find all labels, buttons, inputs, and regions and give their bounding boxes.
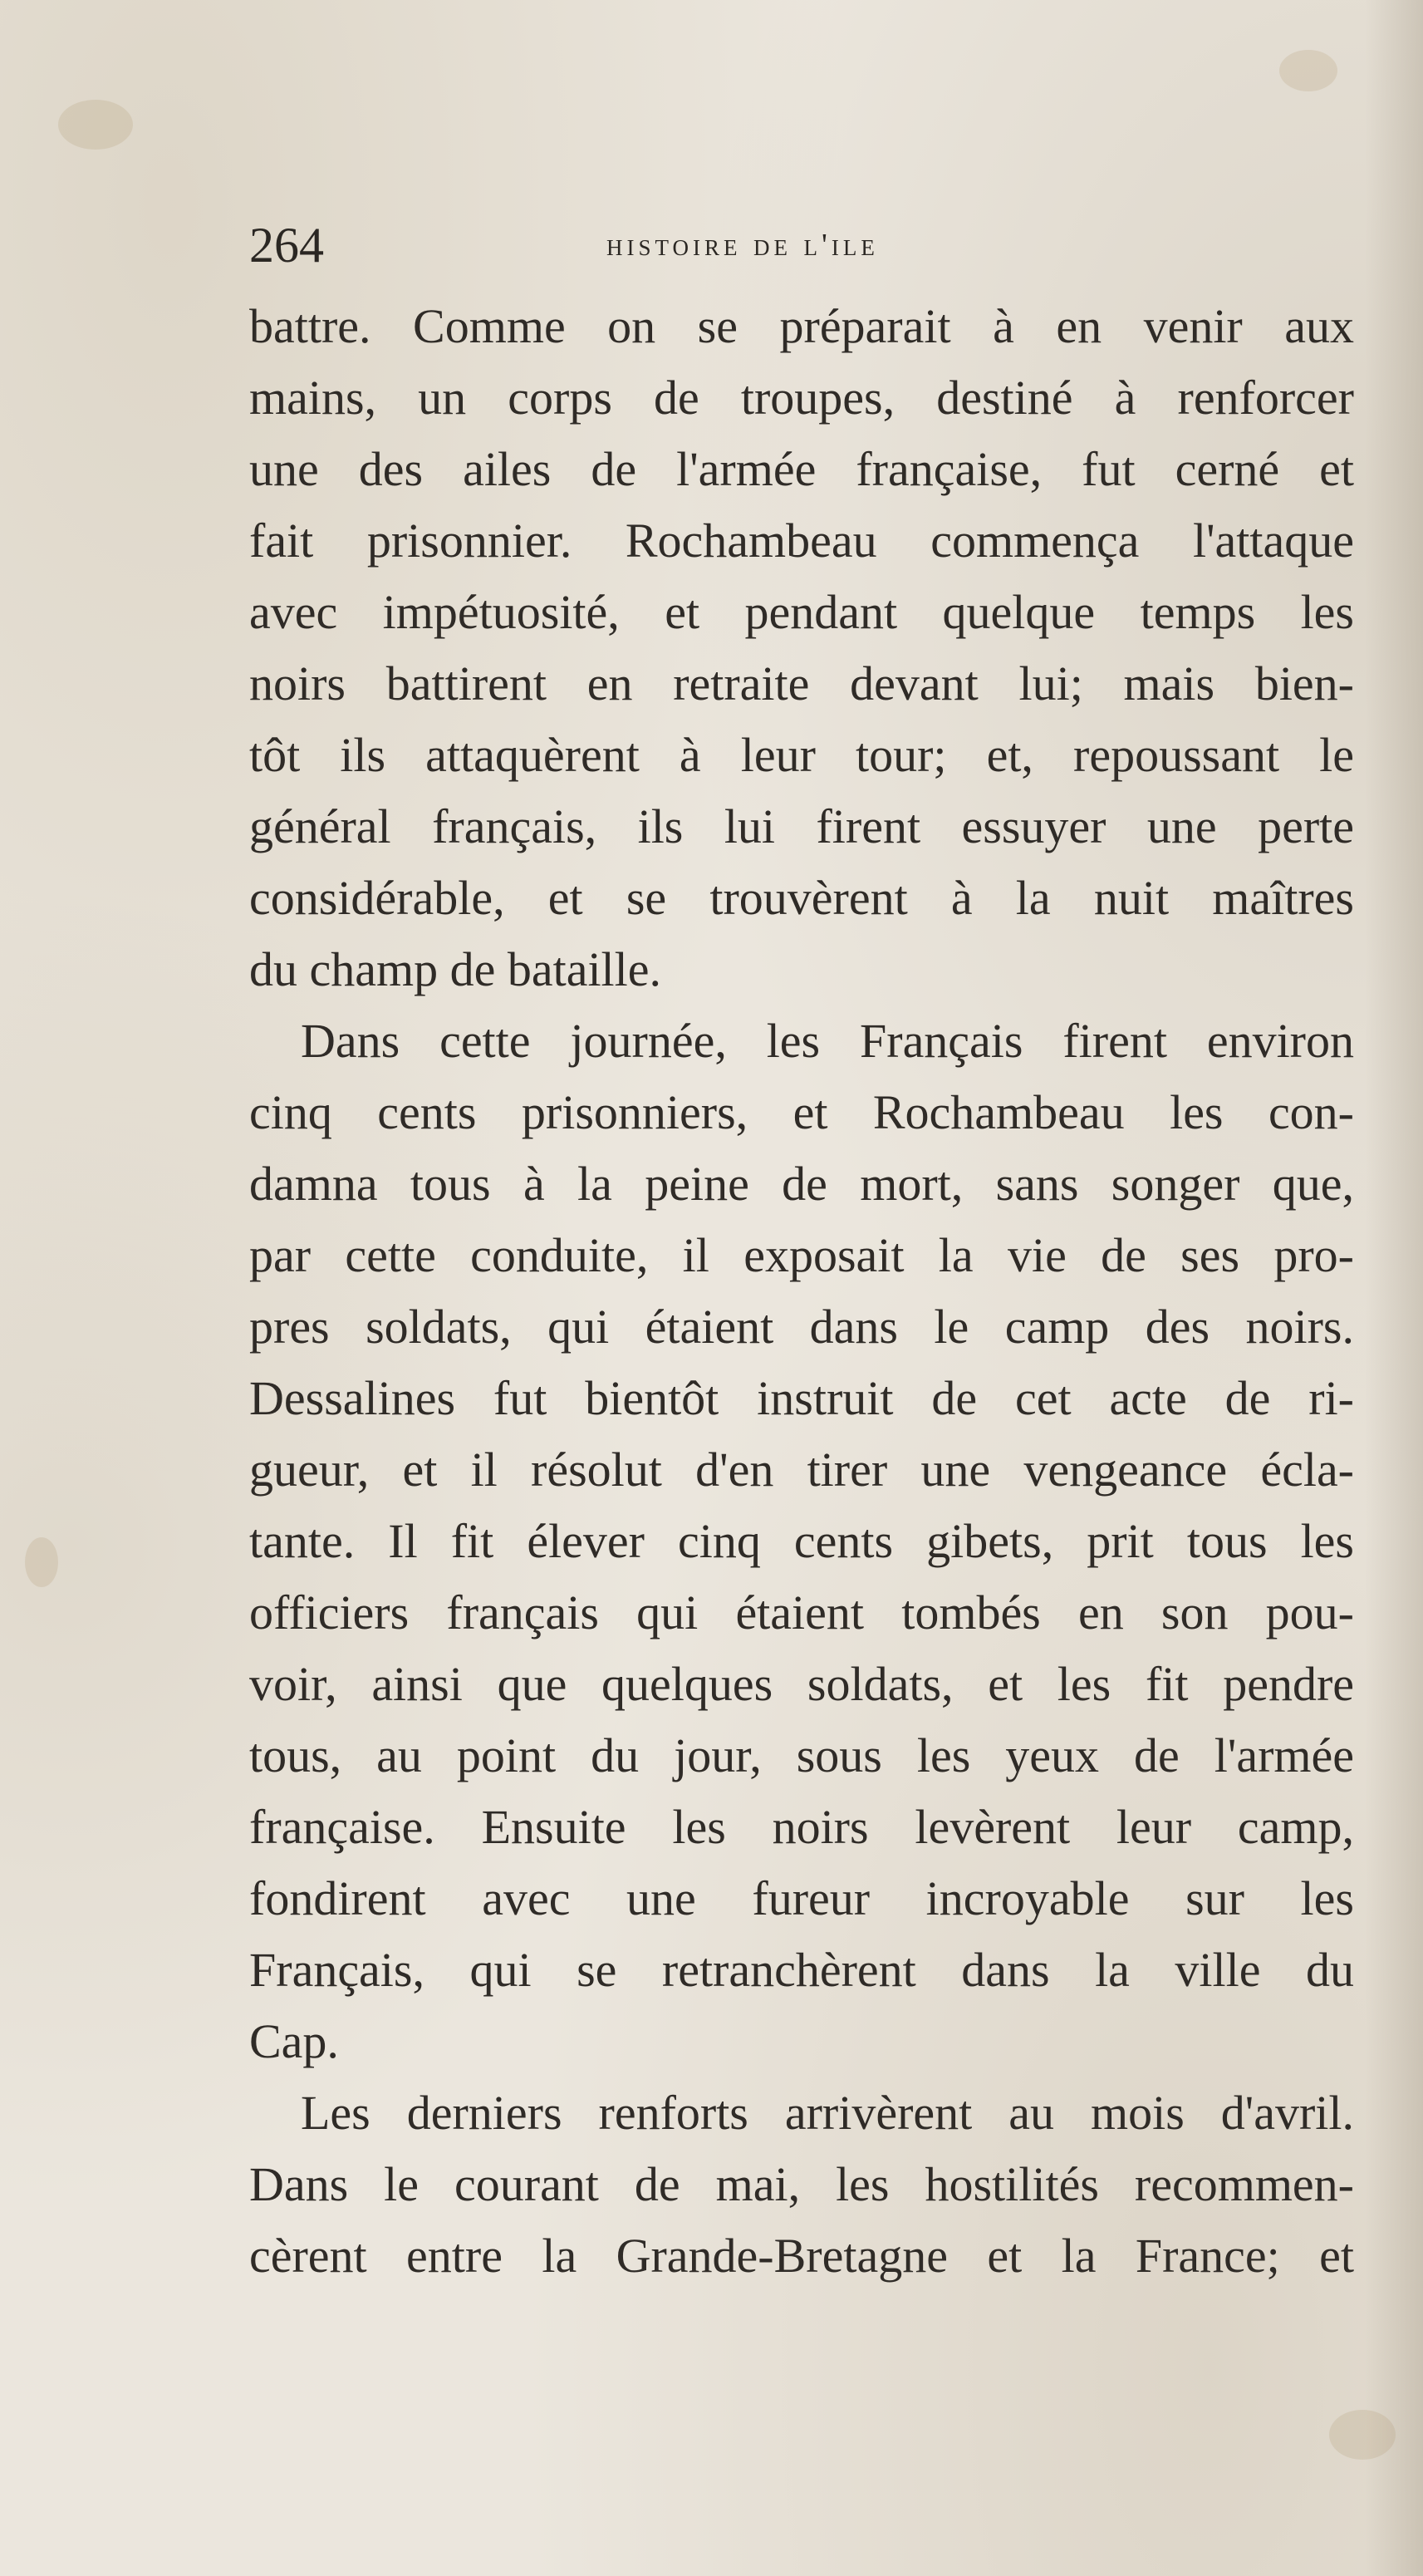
text-line: damna tous à la peine de mort, sans songer que, <box>249 1157 1354 1211</box>
text-line: considérable, et se trouvèrent à la nuit maîtres <box>249 871 1354 925</box>
paragraph <box>249 291 1354 1005</box>
text-line: cèrent entre la Grande-Bretagne et la France; et <box>249 2229 1354 2283</box>
text-line: Dans le courant de mai, les hostilités recommen- <box>249 2157 1354 2211</box>
page-number: 264 <box>249 218 324 273</box>
text-line: par cette conduite, il exposait la vie de ses pro- <box>249 1228 1354 1282</box>
running-title: histoire de l'ile <box>606 228 879 263</box>
text-line: voir, ainsi que quelques soldats, et les fit pendre <box>249 1657 1354 1711</box>
text-line: mains, un corps de troupes, destiné à renforcer <box>249 371 1354 425</box>
text-line: noirs battirent en retraite devant lui; mais bien- <box>249 656 1354 710</box>
text-line: pres soldats, qui étaient dans le camp des noirs. <box>249 1300 1354 1354</box>
text-line: Dessalines fut bientôt instruit de cet acte de ri- <box>249 1371 1354 1425</box>
text-line: tante. Il fit élever cinq cents gibets, prit tous les <box>249 1514 1354 1568</box>
paper-stain <box>1329 2410 1396 2460</box>
text-line: française. Ensuite les noirs levèrent leur camp, <box>249 1800 1354 1854</box>
text-line: tôt ils attaquèrent à leur tour; et, repoussant le <box>249 728 1354 782</box>
text-line: Dans cette journée, les Français firent environ <box>301 1014 1354 1068</box>
page-spine-shadow <box>1365 0 1423 2576</box>
paper-stain <box>58 100 133 150</box>
paper-stain <box>25 1537 58 1587</box>
text-line: battre. Comme on se préparait à en venir aux <box>249 299 1354 353</box>
body-text <box>249 291 1354 2292</box>
text-line: gueur, et il résolut d'en tirer une vengeance écla- <box>249 1443 1354 1497</box>
running-head <box>249 212 1354 278</box>
text-line: Français, qui se retranchèrent dans la ville du <box>249 1943 1354 1997</box>
text-line: avec impétuosité, et pendant quelque temps les <box>249 585 1354 639</box>
paper-stain <box>1279 50 1337 91</box>
text-line: une des ailes de l'armée française, fut cerné et <box>249 442 1354 496</box>
text-line: Les derniers renforts arrivèrent au mois d'avril. <box>301 2086 1354 2140</box>
text-line: général français, ils lui firent essuyer une perte <box>249 799 1354 853</box>
text-line: Cap. <box>249 2014 339 2068</box>
text-line: fondirent avec une fureur incroyable sur les <box>249 1871 1354 1925</box>
text-line: officiers français qui étaient tombés en son pou- <box>249 1585 1354 1639</box>
paragraph <box>249 2077 1354 2292</box>
text-line: cinq cents prisonniers, et Rochambeau les con- <box>249 1085 1354 1139</box>
text-line: fait prisonnier. Rochambeau commença l'attaque <box>249 514 1354 568</box>
text-line: tous, au point du jour, sous les yeux de l'armée <box>249 1728 1354 1782</box>
paragraph <box>249 1005 1354 2077</box>
text-line: du champ de bataille. <box>249 942 662 996</box>
